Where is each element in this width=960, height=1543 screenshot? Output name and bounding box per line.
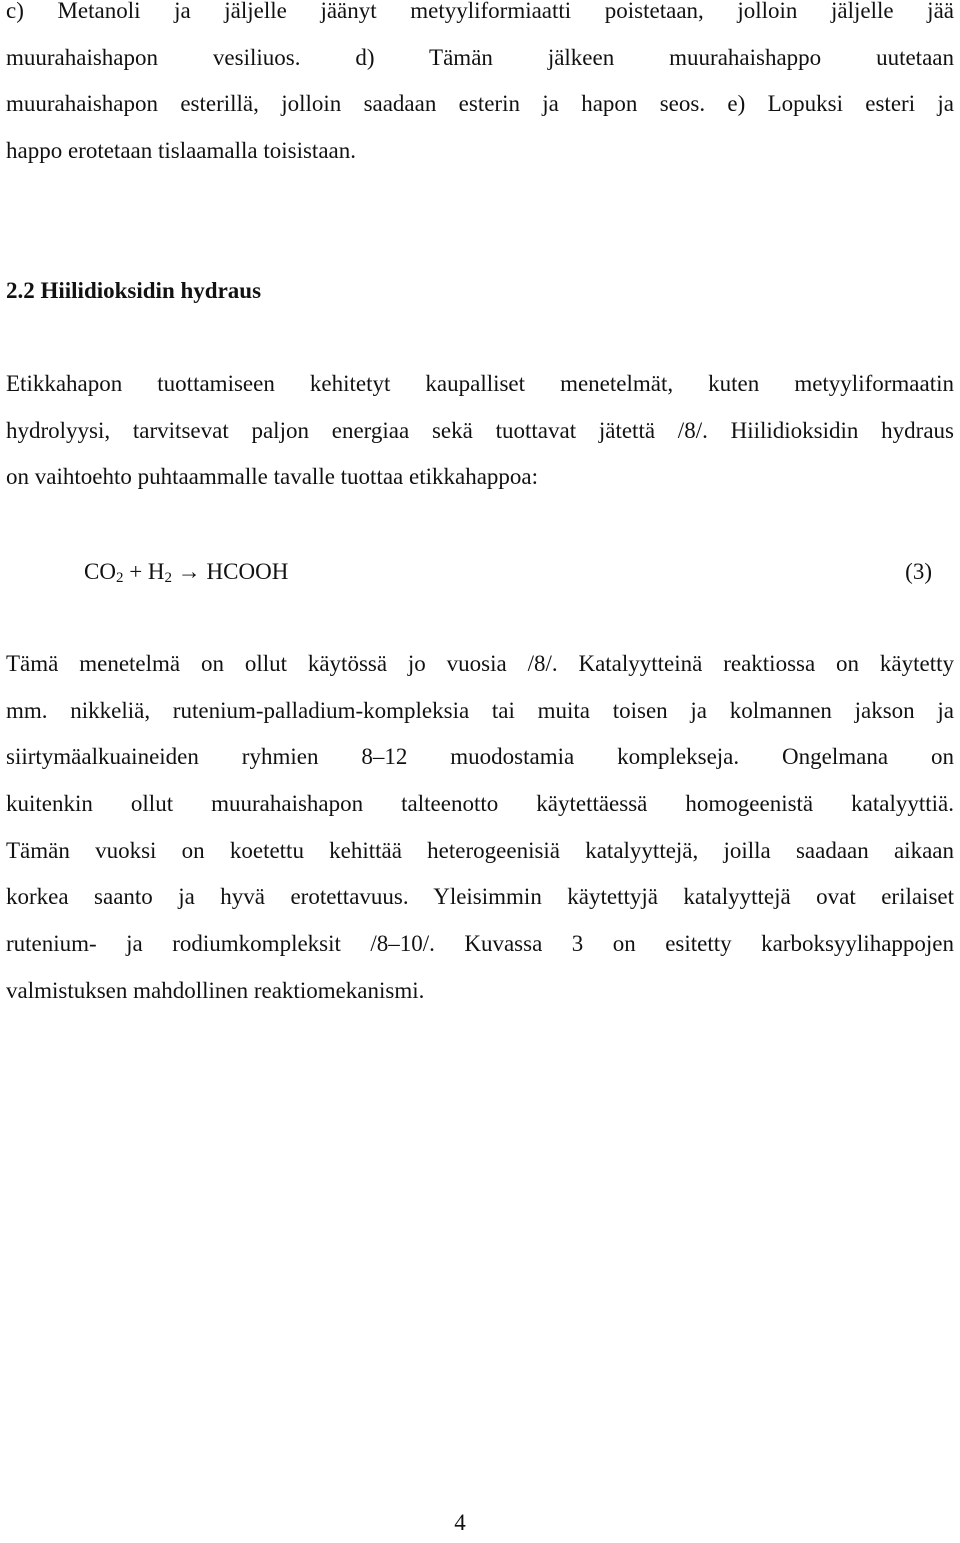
document-page (6, 0, 954, 1533)
text-line: rutenium- ja rodiumkompleksit /8–10/. Kuvassa 3 on esitetty karboksyylihappojen (6, 931, 954, 957)
text-line: mm. nikkeliä, rutenium-palladium-kompleksia tai muita toisen ja kolmannen jakson ja (6, 697, 954, 723)
paragraph-intro (6, 0, 954, 175)
reactant-h: + H (129, 559, 165, 584)
text-line: hydrolyysi, tarvitsevat paljon energiaa sekä tuottavat jätettä /8/. Hiilidioksidin hydraus (6, 417, 954, 443)
reaction-arrow-icon: → (177, 559, 201, 584)
paragraph-hydrogenation-intro (6, 361, 954, 501)
equation-formula (84, 552, 288, 598)
text-line: happo erotetaan tislaamalla toisistaan. (6, 138, 356, 164)
text-line: muurahaishapon esterillä, jolloin saadaan esterin ja hapon seos. e) Lopuksi esteri ja (6, 91, 954, 117)
text-line: muurahaishapon vesiliuos. d) Tämän jälkeen muurahaishappo uutetaan (6, 44, 954, 70)
text-line: korkea saanto ja hyvä erotettavuus. Yleisimmin käytettyjä katalyyttejä ovat erilaiset (6, 884, 954, 910)
paragraph-catalysts (6, 641, 954, 1015)
text-line: valmistuksen mahdollinen reaktiomekanismi. (6, 977, 425, 1003)
text-line: Etikkahapon tuottamiseen kehitetyt kaupalliset menetelmät, kuten metyyliformaatin (6, 371, 954, 396)
reaction-equation (84, 552, 932, 592)
text-line: c) Metanoli ja jäljelle jäänyt metyyliformiaatti poistetaan, jolloin jäljelle jää (6, 0, 954, 23)
reactant-co: CO (84, 559, 116, 584)
subscript: 2 (115, 570, 124, 586)
page-number: 4 (454, 1510, 466, 1535)
equation-number: (3) (905, 559, 932, 584)
text-line: on vaihtoehto puhtaammalle tavalle tuottaa etikkahappoa: (6, 464, 539, 490)
text-line: Tämä menetelmä on ollut käytössä jo vuosia /8/. Katalyytteinä reaktiossa on käytetty (6, 651, 954, 676)
text-line: Tämän vuoksi on koetettu kehittää heterogeenisiä katalyyttejä, joilla saadaan aikaan (6, 837, 954, 863)
product-formula: HCOOH (206, 559, 289, 584)
text-line: kuitenkin ollut muurahaishapon talteenotto käytettäessä homogeenistä katalyyttiä. (6, 791, 954, 817)
text-line: siirtymäalkuaineiden ryhmien 8–12 muodostamia komplekseja. Ongelmana on (6, 744, 954, 770)
subscript: 2 (164, 570, 173, 586)
section-heading: 2.2 Hiilidioksidin hydraus (6, 278, 262, 303)
